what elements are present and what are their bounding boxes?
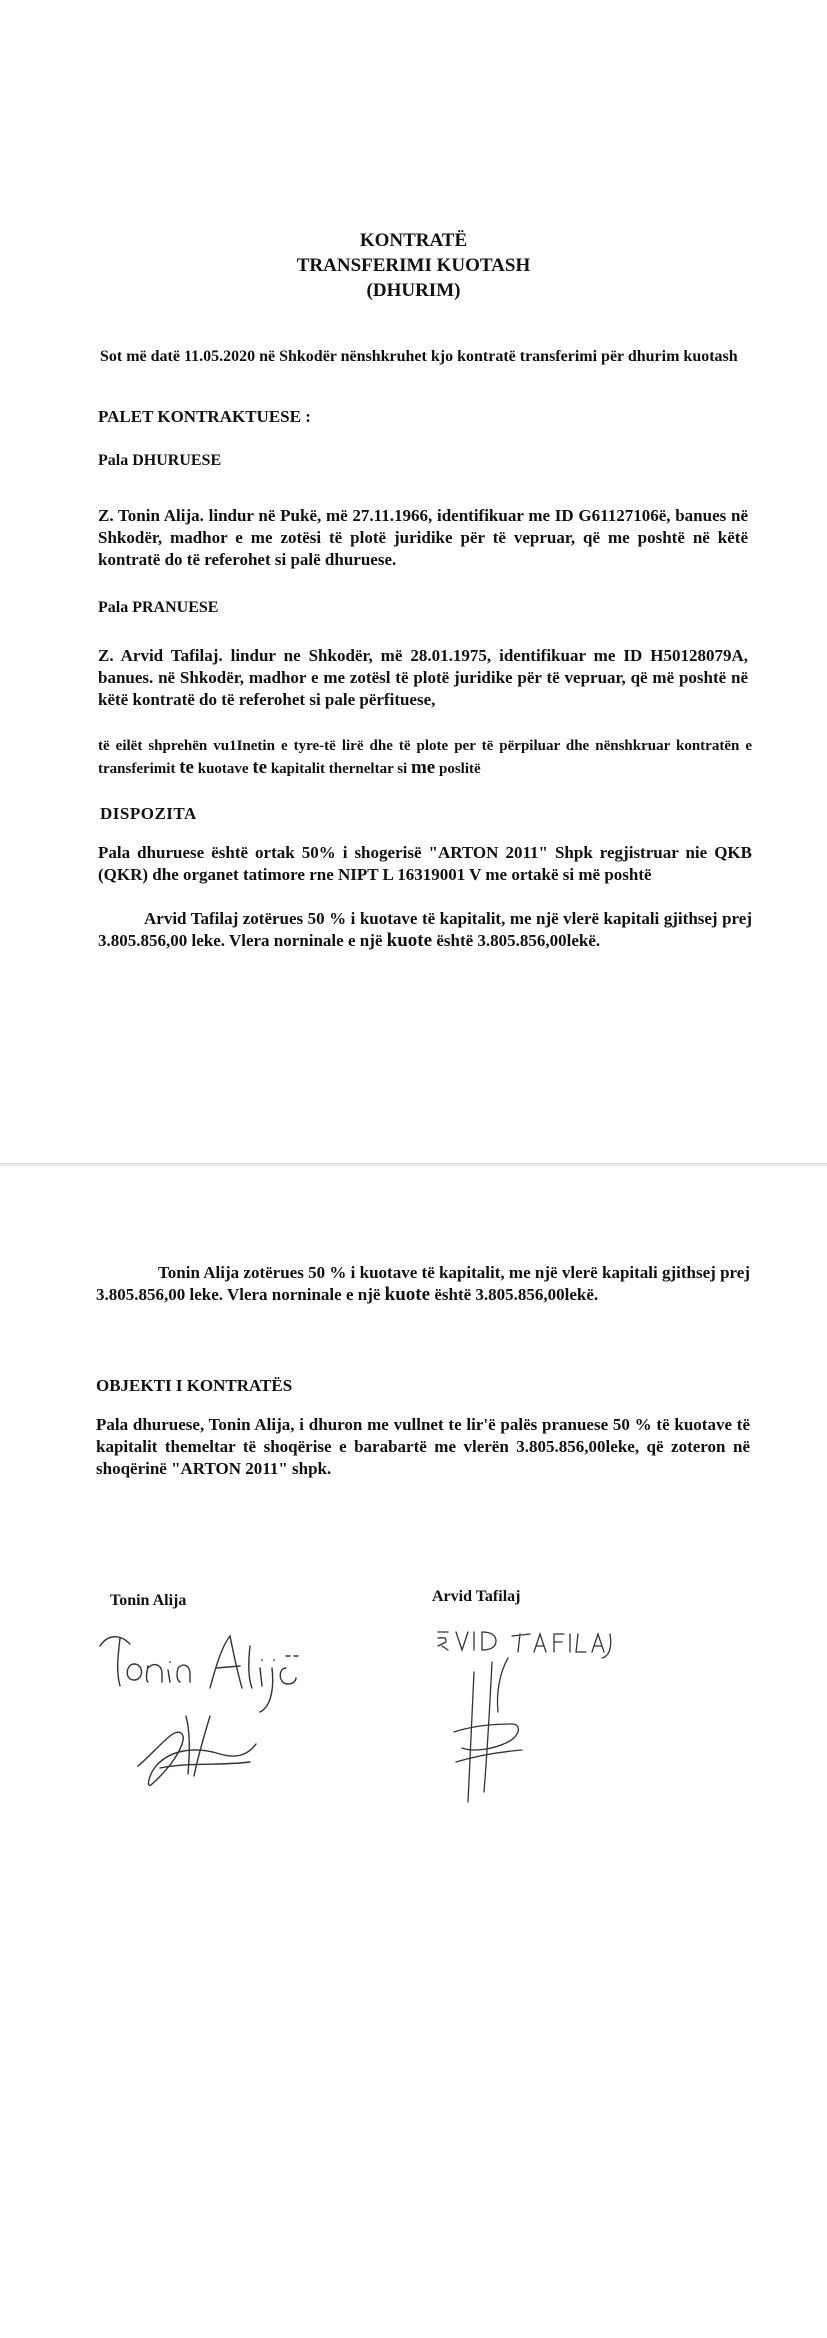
- disp-text-2-kuote: kuote: [386, 930, 433, 951]
- parties-heading: PALET KONTRAKTUESE :: [98, 407, 311, 426]
- share-text-b: është 3.805.856,00lekë.: [430, 1285, 599, 1304]
- signature-left: [90, 1616, 320, 1796]
- intro-paragraph: Sot më datë 11.05.2020 në Shkodër nënshkruhet kjo kontratë transferimi për dhurim kuotash: [100, 348, 738, 365]
- contract-title: [0, 228, 827, 303]
- dispositions-paragraph-1: Pala dhuruese është ortak 50% i shogerisë "ARTON 2011" Shpk regjistruar nie QKB (QKR) dhe organet tatimore rne NIPT L 16319001 V me ortakë si më poshtë: [98, 843, 752, 884]
- share-paragraph: [96, 1262, 750, 1306]
- contract-page-2: [0, 1166, 827, 2338]
- recipient-paragraph: Z. Arvid Tafilaj. lindur ne Shkodër, më 28.01.1975, identifikuar me ID H50128079A, banues. në Shkodër, madhor e me zotësl të plotë juridike për të vepruar, që më poshtë në këtë kontratë do të referohet si pale përfituese,: [98, 646, 748, 709]
- will-paragraph: [98, 735, 752, 780]
- title-line-3: (DHURIM): [366, 280, 461, 301]
- will-text-c: kapitalit therneltar si: [267, 761, 411, 777]
- signer-left-name: Tonin Alija: [110, 1592, 187, 1609]
- donor-paragraph: Z. Tonin Alija. lindur në Pukë, më 27.11.1966, identifikuar me ID G61127106ë, banues në Shkodër, madhor e me zotësi të plotë juridike për të vepruar, që me poshtë në këtë kontratë do të referohet si palë dhuruese.: [98, 506, 748, 569]
- dispositions-paragraph-2: [98, 908, 752, 952]
- will-text-a: të eilët shprehën vu1Inetin e tyre-të lirë dhe të plote per të përpiluar dhe nënshkruar kontratën e transferimit: [98, 738, 752, 777]
- title-line-2: TRANSFERIMI KUOTASH: [296, 255, 531, 276]
- object-heading: OBJEKTI I KONTRATËS: [96, 1376, 293, 1395]
- object-paragraph: Pala dhuruese, Tonin Alija, i dhuron me vullnet te lir'ë palës pranuese 50 % të kuotave të kapitalit themeltar të shoqërise e barabartë me vlerën 3.805.856,00leke, që zoteron në shoqërinë "ARTON 2011" shpk.: [96, 1415, 750, 1478]
- contract-page-1: [0, 0, 827, 1163]
- will-text-me: me: [410, 757, 436, 778]
- signer-right-name: Arvid Tafilaj: [432, 1588, 521, 1605]
- disp-text-2-b: është 3.805.856,00lekë.: [432, 931, 601, 950]
- recipient-heading: Pala PRANUESE: [98, 599, 219, 616]
- title-line-1: KONTRATË: [359, 230, 468, 251]
- signature-right: [412, 1612, 612, 1812]
- dispositions-heading: DISPOZITA: [100, 804, 197, 823]
- disp-text-2-a: Arvid Tafilaj zotërues 50 % i kuotave të kapitalit, me një vlerë kapitali gjithsej prej 3.805.856,00 leke. Vlera norninale e një: [98, 909, 752, 950]
- share-text-kuote: kuote: [384, 1284, 431, 1305]
- will-text-d: poslitë: [435, 761, 481, 777]
- will-text-b: kuotave: [193, 761, 253, 777]
- will-text-te-2: te: [252, 757, 268, 778]
- share-text-a: Tonin Alija zotërues 50 % i kuotave të kapitalit, me një vlerë kapitali gjithsej prej 3.805.856,00 leke. Vlera norninale e një: [96, 1263, 750, 1304]
- will-text-te-1: te: [179, 757, 194, 778]
- donor-heading: Pala DHURUESE: [98, 452, 222, 469]
